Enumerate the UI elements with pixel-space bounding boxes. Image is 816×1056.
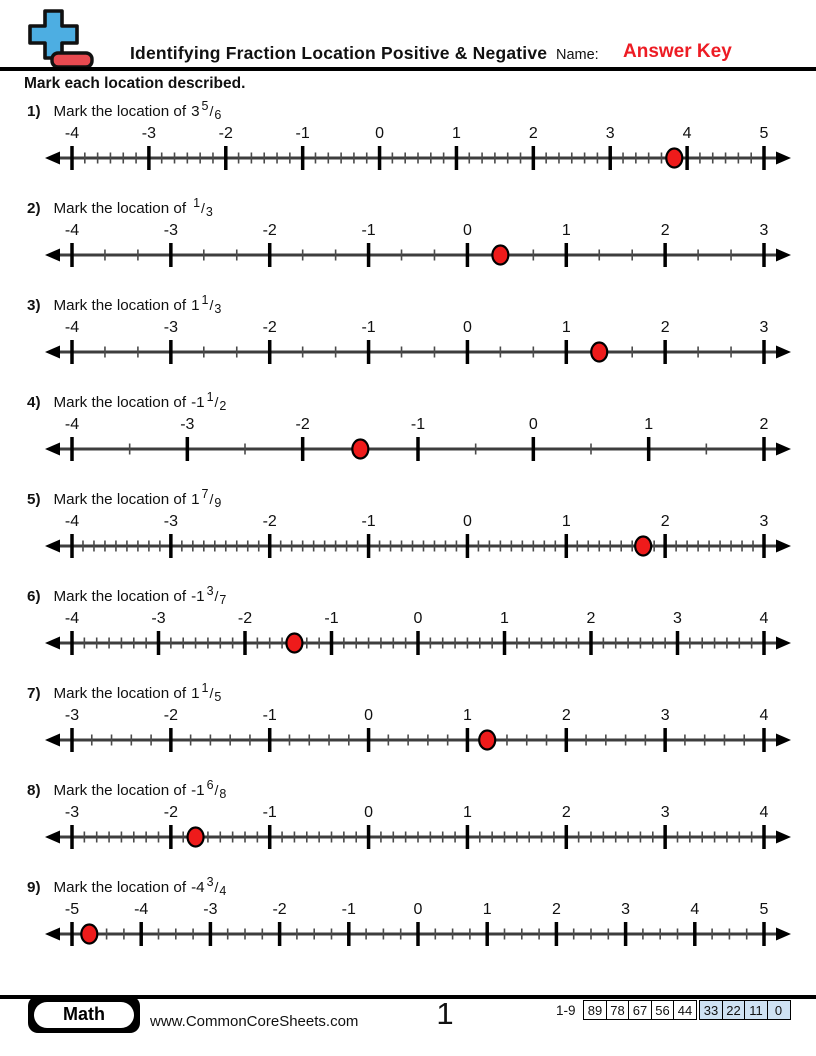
tick-label: -3	[180, 416, 195, 433]
fraction-denominator: 8	[219, 787, 227, 801]
question-number: 8)	[27, 782, 41, 799]
mixed-number-whole: -1	[191, 394, 205, 411]
fraction	[205, 390, 227, 413]
fraction-denominator: 3	[205, 205, 213, 219]
tick-label: 0	[375, 125, 385, 142]
answer-dot	[286, 634, 302, 653]
question-row	[27, 99, 816, 122]
tick-label: 4	[682, 125, 692, 142]
mixed-number-whole: -1	[191, 782, 205, 799]
right-arrowhead	[776, 443, 791, 456]
question-text	[54, 293, 222, 316]
fraction-numerator: 7	[201, 487, 209, 501]
question-number: 3)	[27, 297, 41, 314]
fraction	[200, 99, 222, 122]
number-line	[0, 898, 816, 952]
mixed-number-whole: 3	[191, 103, 200, 120]
tick-label: -4	[64, 513, 80, 530]
tick-label: 1	[561, 222, 571, 239]
right-arrowhead	[776, 540, 791, 553]
tick-label: -2	[237, 610, 253, 627]
tick-label: 5	[759, 901, 769, 918]
fraction-numerator: 3	[206, 875, 214, 889]
right-arrowhead	[776, 152, 791, 165]
score-cell: 33	[699, 1000, 723, 1020]
fraction-denominator: 3	[214, 302, 222, 316]
tick-label: -3	[151, 610, 166, 627]
math-badge	[28, 996, 140, 1033]
question-number: 2)	[27, 200, 41, 217]
question-number: 1)	[27, 103, 41, 120]
fraction	[205, 584, 227, 607]
fraction	[200, 487, 222, 510]
tick-label: 2	[561, 804, 571, 821]
score-cell: 0	[767, 1000, 791, 1020]
header-rule	[0, 67, 816, 71]
fraction-denominator: 7	[219, 593, 227, 607]
question-text	[54, 778, 227, 801]
commoncoresheets-logo	[16, 8, 98, 75]
tick-label: -2	[163, 804, 178, 821]
question-number: 4)	[27, 394, 41, 411]
tick-label: -3	[163, 513, 178, 530]
tick-label: 1	[500, 610, 509, 627]
question-text	[54, 681, 222, 704]
tick-label: 3	[759, 513, 769, 530]
fraction-numerator: 1	[201, 681, 209, 695]
answer-dot	[188, 828, 204, 847]
number-line	[0, 122, 816, 176]
tick-label: 3	[673, 610, 682, 627]
question-text	[54, 584, 227, 607]
question-prompt: Mark the location of	[53, 685, 187, 702]
worksheet-title: Identifying Fraction Location Positive & Negative	[130, 43, 548, 63]
answer-dot	[591, 343, 607, 362]
tick-label: 0	[462, 222, 472, 239]
question-prompt: Mark the location of	[53, 879, 187, 896]
question-text	[54, 487, 222, 510]
page-number: 1	[436, 996, 454, 1031]
right-arrowhead	[776, 831, 791, 844]
tick-label: -4	[64, 610, 80, 627]
fraction	[200, 681, 222, 704]
fraction	[205, 778, 227, 801]
tick-label: -1	[262, 804, 277, 821]
fraction-slash: /	[214, 879, 219, 895]
number-line	[0, 704, 816, 758]
right-arrowhead	[776, 346, 791, 359]
tick-label: 1	[561, 513, 571, 530]
left-arrowhead	[45, 734, 60, 747]
mixed-number-whole: 1	[191, 491, 200, 508]
tick-label: -1	[295, 125, 310, 142]
right-arrowhead	[776, 249, 791, 262]
number-line	[0, 413, 816, 467]
tick-label: 4	[759, 610, 769, 627]
logo-plus-shape	[30, 11, 77, 58]
fraction-slash: /	[209, 685, 214, 701]
tick-label: 0	[413, 901, 423, 918]
fraction	[191, 196, 213, 219]
tick-label: -3	[141, 125, 157, 142]
plus-minus-logo-icon	[16, 8, 98, 70]
fraction	[200, 293, 222, 316]
number-line	[0, 219, 816, 273]
tick-label: 3	[605, 125, 615, 142]
question-prompt: Mark the location of	[53, 103, 187, 120]
question-prompt: Mark the location of	[53, 782, 187, 799]
tick-label: 4	[690, 901, 700, 918]
tick-label: -1	[410, 416, 426, 433]
answer-dot	[492, 246, 508, 265]
question-text	[54, 875, 227, 898]
tick-label: -3	[64, 804, 80, 821]
tick-label: -4	[64, 125, 80, 142]
tick-label: 3	[660, 707, 670, 724]
score-cell: 56	[651, 1000, 675, 1020]
tick-label: -2	[262, 222, 277, 239]
tick-label: -1	[361, 222, 376, 239]
question-text	[54, 196, 213, 219]
answer-dot	[352, 440, 368, 459]
problem-7	[0, 681, 816, 778]
problem-1	[0, 99, 816, 196]
answer-dot	[666, 149, 682, 168]
question-prompt: Mark the location of	[53, 200, 187, 217]
tick-label: 3	[621, 901, 631, 918]
left-arrowhead	[45, 637, 60, 650]
fraction-denominator: 6	[214, 108, 222, 122]
tick-label: -1	[361, 513, 376, 530]
score-range-label: 1-9	[556, 1002, 576, 1018]
right-arrowhead	[776, 928, 791, 941]
left-arrowhead	[45, 443, 60, 456]
question-row	[27, 487, 816, 510]
question-row	[27, 390, 816, 413]
question-row	[27, 875, 816, 898]
question-prompt: Mark the location of	[53, 394, 187, 411]
number-line	[0, 607, 816, 661]
question-row	[27, 584, 816, 607]
tick-label: 2	[561, 707, 571, 724]
tick-label: -1	[262, 707, 277, 724]
problem-6	[0, 584, 816, 681]
tick-label: -2	[272, 901, 287, 918]
fraction-slash: /	[214, 782, 219, 798]
tick-label: 1	[462, 804, 472, 821]
tick-label: 1	[644, 416, 654, 433]
question-prompt: Mark the location of	[53, 297, 187, 314]
fraction-slash: /	[201, 200, 205, 216]
number-line	[0, 510, 816, 564]
question-number: 9)	[27, 879, 41, 896]
tick-label: 2	[528, 125, 538, 142]
question-row	[27, 778, 816, 801]
fraction-slash: /	[209, 491, 214, 507]
score-cell: 78	[606, 1000, 630, 1020]
number-line	[0, 801, 816, 855]
problem-list	[0, 99, 816, 972]
tick-label: -1	[361, 319, 376, 336]
score-cell: 44	[673, 1000, 697, 1020]
left-arrowhead	[45, 152, 60, 165]
fraction-numerator: 1	[201, 293, 209, 307]
tick-label: 1	[451, 125, 461, 142]
tick-label: 0	[364, 707, 374, 724]
fraction-numerator: 1	[193, 196, 201, 210]
mixed-number-whole: 1	[191, 297, 200, 314]
score-table	[556, 1000, 791, 1020]
tick-label: 1	[561, 319, 571, 336]
question-text	[54, 390, 227, 413]
mixed-number-whole: -4	[191, 879, 205, 896]
fraction	[205, 875, 227, 898]
question-row	[27, 196, 816, 219]
tick-label: 3	[759, 222, 769, 239]
tick-label: -3	[203, 901, 218, 918]
fraction-numerator: 1	[206, 390, 214, 404]
math-badge-pill	[34, 1002, 134, 1028]
score-cell: 22	[722, 1000, 746, 1020]
tick-label: 3	[660, 804, 670, 821]
name-label: Name:	[556, 47, 599, 63]
right-arrowhead	[776, 637, 791, 650]
number-line	[0, 316, 816, 370]
score-cells	[585, 1000, 791, 1020]
tick-label: -5	[64, 901, 80, 918]
problem-8	[0, 778, 816, 875]
logo-minus-shape	[52, 53, 92, 67]
instructions: Mark each location described.	[24, 75, 246, 92]
left-arrowhead	[45, 928, 60, 941]
problem-3	[0, 293, 816, 390]
answer-dot	[81, 925, 97, 944]
tick-label: -1	[341, 901, 356, 918]
subject-label: Math	[63, 1004, 105, 1024]
tick-label: 5	[759, 125, 769, 142]
tick-label: 4	[759, 707, 769, 724]
tick-label: -2	[295, 416, 310, 433]
answer-key-text: Answer Key	[623, 41, 732, 62]
tick-label: 0	[462, 513, 472, 530]
tick-label: -2	[218, 125, 233, 142]
question-number: 6)	[27, 588, 41, 605]
tick-label: 2	[660, 319, 670, 336]
tick-label: -4	[64, 222, 80, 239]
question-prompt: Mark the location of	[53, 491, 187, 508]
tick-label: 2	[551, 901, 561, 918]
left-arrowhead	[45, 346, 60, 359]
tick-label: -4	[64, 416, 80, 433]
fraction-numerator: 6	[206, 778, 214, 792]
question-row	[27, 293, 816, 316]
fraction-denominator: 9	[214, 496, 222, 510]
tick-label: -3	[64, 707, 80, 724]
problem-2	[0, 196, 816, 293]
right-arrowhead	[776, 734, 791, 747]
fraction-slash: /	[209, 297, 214, 313]
fraction-denominator: 5	[214, 690, 222, 704]
tick-label: 0	[364, 804, 374, 821]
fraction-slash: /	[214, 588, 219, 604]
tick-label: 2	[586, 610, 596, 627]
question-prompt: Mark the location of	[53, 588, 187, 605]
tick-label: 0	[462, 319, 472, 336]
score-cell: 67	[628, 1000, 652, 1020]
score-cell: 89	[583, 1000, 607, 1020]
left-arrowhead	[45, 249, 60, 262]
tick-label: -2	[262, 319, 277, 336]
tick-label: -4	[64, 319, 80, 336]
score-cell: 11	[744, 1000, 768, 1020]
tick-label: -2	[163, 707, 178, 724]
tick-label: 0	[528, 416, 538, 433]
tick-label: 2	[660, 513, 670, 530]
fraction-numerator: 3	[206, 584, 214, 598]
answer-dot	[479, 731, 495, 750]
website-url: www.CommonCoreSheets.com	[150, 1013, 359, 1030]
problem-5	[0, 487, 816, 584]
fraction-numerator: 5	[201, 99, 209, 113]
tick-label: 3	[759, 319, 769, 336]
tick-label: -3	[163, 319, 178, 336]
problem-4	[0, 390, 816, 487]
question-number: 5)	[27, 491, 41, 508]
fraction-denominator: 4	[219, 884, 227, 898]
question-text	[54, 99, 222, 122]
question-row	[27, 681, 816, 704]
tick-label: -3	[163, 222, 178, 239]
mixed-number-whole: -1	[191, 588, 205, 605]
tick-label: -2	[262, 513, 277, 530]
tick-label: 1	[482, 901, 492, 918]
tick-label: 0	[413, 610, 423, 627]
tick-label: 2	[759, 416, 769, 433]
answer-dot	[635, 537, 651, 556]
tick-label: 1	[462, 707, 472, 724]
tick-label: -4	[134, 901, 149, 918]
left-arrowhead	[45, 831, 60, 844]
tick-label: -1	[324, 610, 339, 627]
tick-label: 4	[759, 804, 769, 821]
fraction-slash: /	[209, 103, 214, 119]
problem-9	[0, 875, 816, 972]
fraction-denominator: 2	[219, 399, 227, 413]
mixed-number-whole: 1	[191, 685, 200, 702]
left-arrowhead	[45, 540, 60, 553]
question-number: 7)	[27, 685, 41, 702]
fraction-slash: /	[214, 394, 219, 410]
tick-label: 2	[660, 222, 670, 239]
